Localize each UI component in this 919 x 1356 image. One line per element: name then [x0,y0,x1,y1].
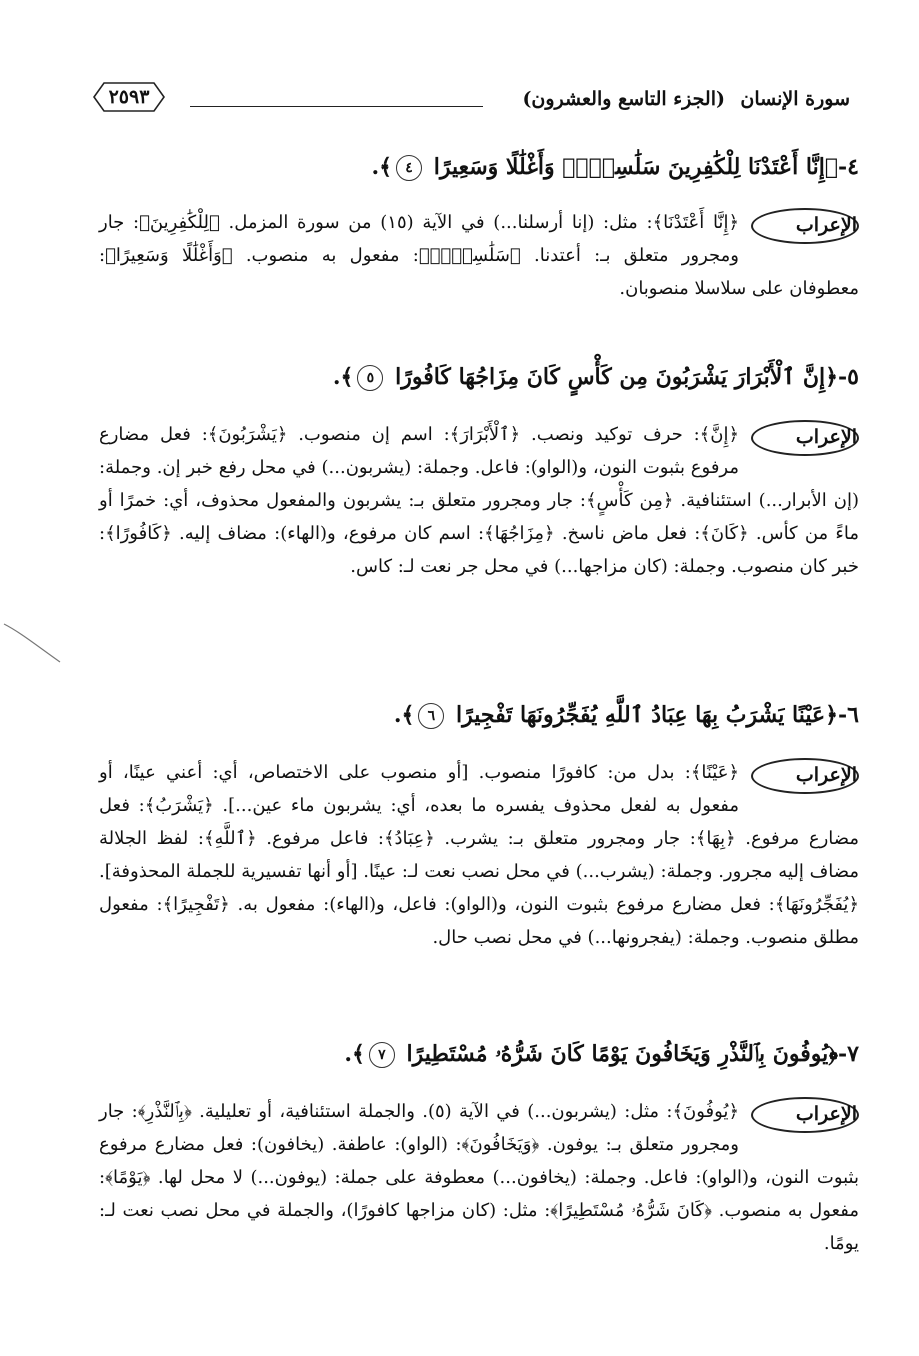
verse-label: ٥- [838,364,859,390]
ayah-number-marker: ٥ [357,365,383,391]
irab-paragraph-5 [99,418,859,583]
page-header [90,80,850,126]
irab-paragraph-6 [99,756,859,954]
irab-badge: الإعراب [751,1097,859,1133]
irab-paragraph-4 [99,206,859,305]
irab-text: ﴿إِنَّا أَعْتَدْنَا﴾: مثل: (إنا أرسلنا...) في الآية (١٥) من سورة المزمل. ﴿لِلْكَٰفِرِينَ﴾: جار ومجرور متعلق بـ: أعتدنا. ﴿سَلَٰسِلَا۟﴾: مفعول به منصوب. ﴿وَأَغْلَٰلًا وَسَعِيرًا﴾: معطوفان على سلاسلا منصوبان. [99,212,859,299]
verse-text: ﴿عَيْنًا يَشْرَبُ بِهَا عِبَادُ ٱللَّهِ يُفَجِّرُونَهَا تَفْجِيرًا [456,702,839,728]
irab-text: ﴿يُوفُونَ﴾: مثل: (يشربون...) في الآية (٥). والجملة استئنافية، أو تعليلية. ﴿بِٱلنَّذْرِ﴾: جار ومجرور متعلق بـ: يوفون. ﴿وَيَخَافُونَ﴾: (الواو): عاطفة. (يخافون): فعل مضارع مرفوع بثبوت النون، و(الواو): فاعل. وجملة: (يخافون...) معطوفة على جملة: (يوفون...) لا محل لها. ﴿يَوْمًا﴾: مفعول به منصوب. ﴿كَانَ شَرُّهُۥ مُسْتَطِيرًا﴾: مثل: (كان مزاجها كافورًا)، والجملة في محل نصب نعت لـ: يومًا. [99,1101,859,1254]
ayah-number-marker: ٦ [418,703,444,729]
verse-7 [99,1032,859,1076]
verse-4 [99,145,859,189]
verse-end: ﴾. [332,364,354,390]
juz-title: (الجزء التاسع والعشرون) [522,88,725,110]
verse-label: ٧- [838,1041,859,1067]
scan-mark [0,610,70,670]
irab-badge: الإعراب [751,208,859,244]
irab-text: ﴿إِنَّ﴾: حرف توكيد ونصب. ﴿ٱلْأَبْرَارَ﴾: اسم إن منصوب. ﴿يَشْرَبُونَ﴾: فعل مضارع مرفوع بثبوت النون، و(الواو): فاعل. وجملة: (يشربون...) في محل رفع خبر إن. وجملة: (إن الأبرار...) استئنافية. ﴿مِن كَأْسٍ﴾: جار ومجرور متعلق بـ: يشربون والمفعول محذوف، أي: خمرًا أو ماءً من كأس. ﴿كَانَ﴾: فعل ماض ناسخ. ﴿مِزَاجُهَا﴾: اسم كان مرفوع، و(الهاء): مضاف إليه. ﴿كَافُورًا﴾: خبر كان منصوب. وجملة: (كان مزاجها...) في محل جر نعت لـ: كاس. [99,424,859,577]
verse-end: ﴾. [371,154,393,180]
irab-text: ﴿عَيْنًا﴾: بدل من: كافورًا منصوب. [أو منصوب على الاختصاص، أي: أعني عينًا، أو مفعول به لفعل محذوف يفسره ما بعده، أي: يشربون ماء عين...]. ﴿يَشْرَبُ﴾: فعل مضارع مرفوع. ﴿بِهَا﴾: جار ومجرور متعلق بـ: يشرب. ﴿عِبَادُ﴾: فاعل مرفوع. ﴿ٱللَّهِ﴾: لفظ الجلالة مضاف إليه مجرور. وجملة: (يشرب...) في محل نصب نعت لـ: عينًا. [أو أنها تفسيرية للجملة المحذوفة]. ﴿يُفَجِّرُونَهَا﴾: فعل مضارع مرفوع بثبوت النون، و(الواو): فاعل، و(الهاء): مفعول به. ﴿تَفْجِيرًا﴾: مفعول مطلق منصوب. وجملة: (يفجرونها...) في محل نصب حال. [99,762,859,948]
header-rule [190,106,483,107]
irab-badge: الإعراب [751,420,859,456]
verse-text: ﴿إِنَّ ٱلْأَبْرَارَ يَشْرَبُونَ مِن كَأْسٍ كَانَ مِزَاجُهَا كَافُورًا [395,364,839,390]
verse-end: ﴾. [393,702,415,728]
page-number [90,80,168,114]
irab-badge: الإعراب [751,758,859,794]
ayah-number-marker: ٧ [369,1042,395,1068]
ayah-number-marker: ٤ [396,155,422,181]
verse-5 [99,355,859,399]
verse-label: ٦- [838,702,859,728]
verse-label: ٤- [838,154,859,180]
verse-text: ﴿يُوفُونَ بِٱلنَّذْرِ وَيَخَافُونَ يَوْمًا كَانَ شَرُّهُۥ مُسْتَطِيرًا [406,1041,839,1067]
verse-text: ﴿إِنَّا أَعْتَدْنَا لِلْكَٰفِرِينَ سَلَٰسِلَا۟ وَأَغْلَٰلًا وَسَعِيرًا [433,154,839,180]
surah-title: سورة الإنسان [740,88,850,110]
page-number-text: ٢٥٩٣ [108,86,150,108]
irab-paragraph-7 [99,1095,859,1260]
verse-6 [99,693,859,737]
verse-end: ﴾. [344,1041,365,1067]
